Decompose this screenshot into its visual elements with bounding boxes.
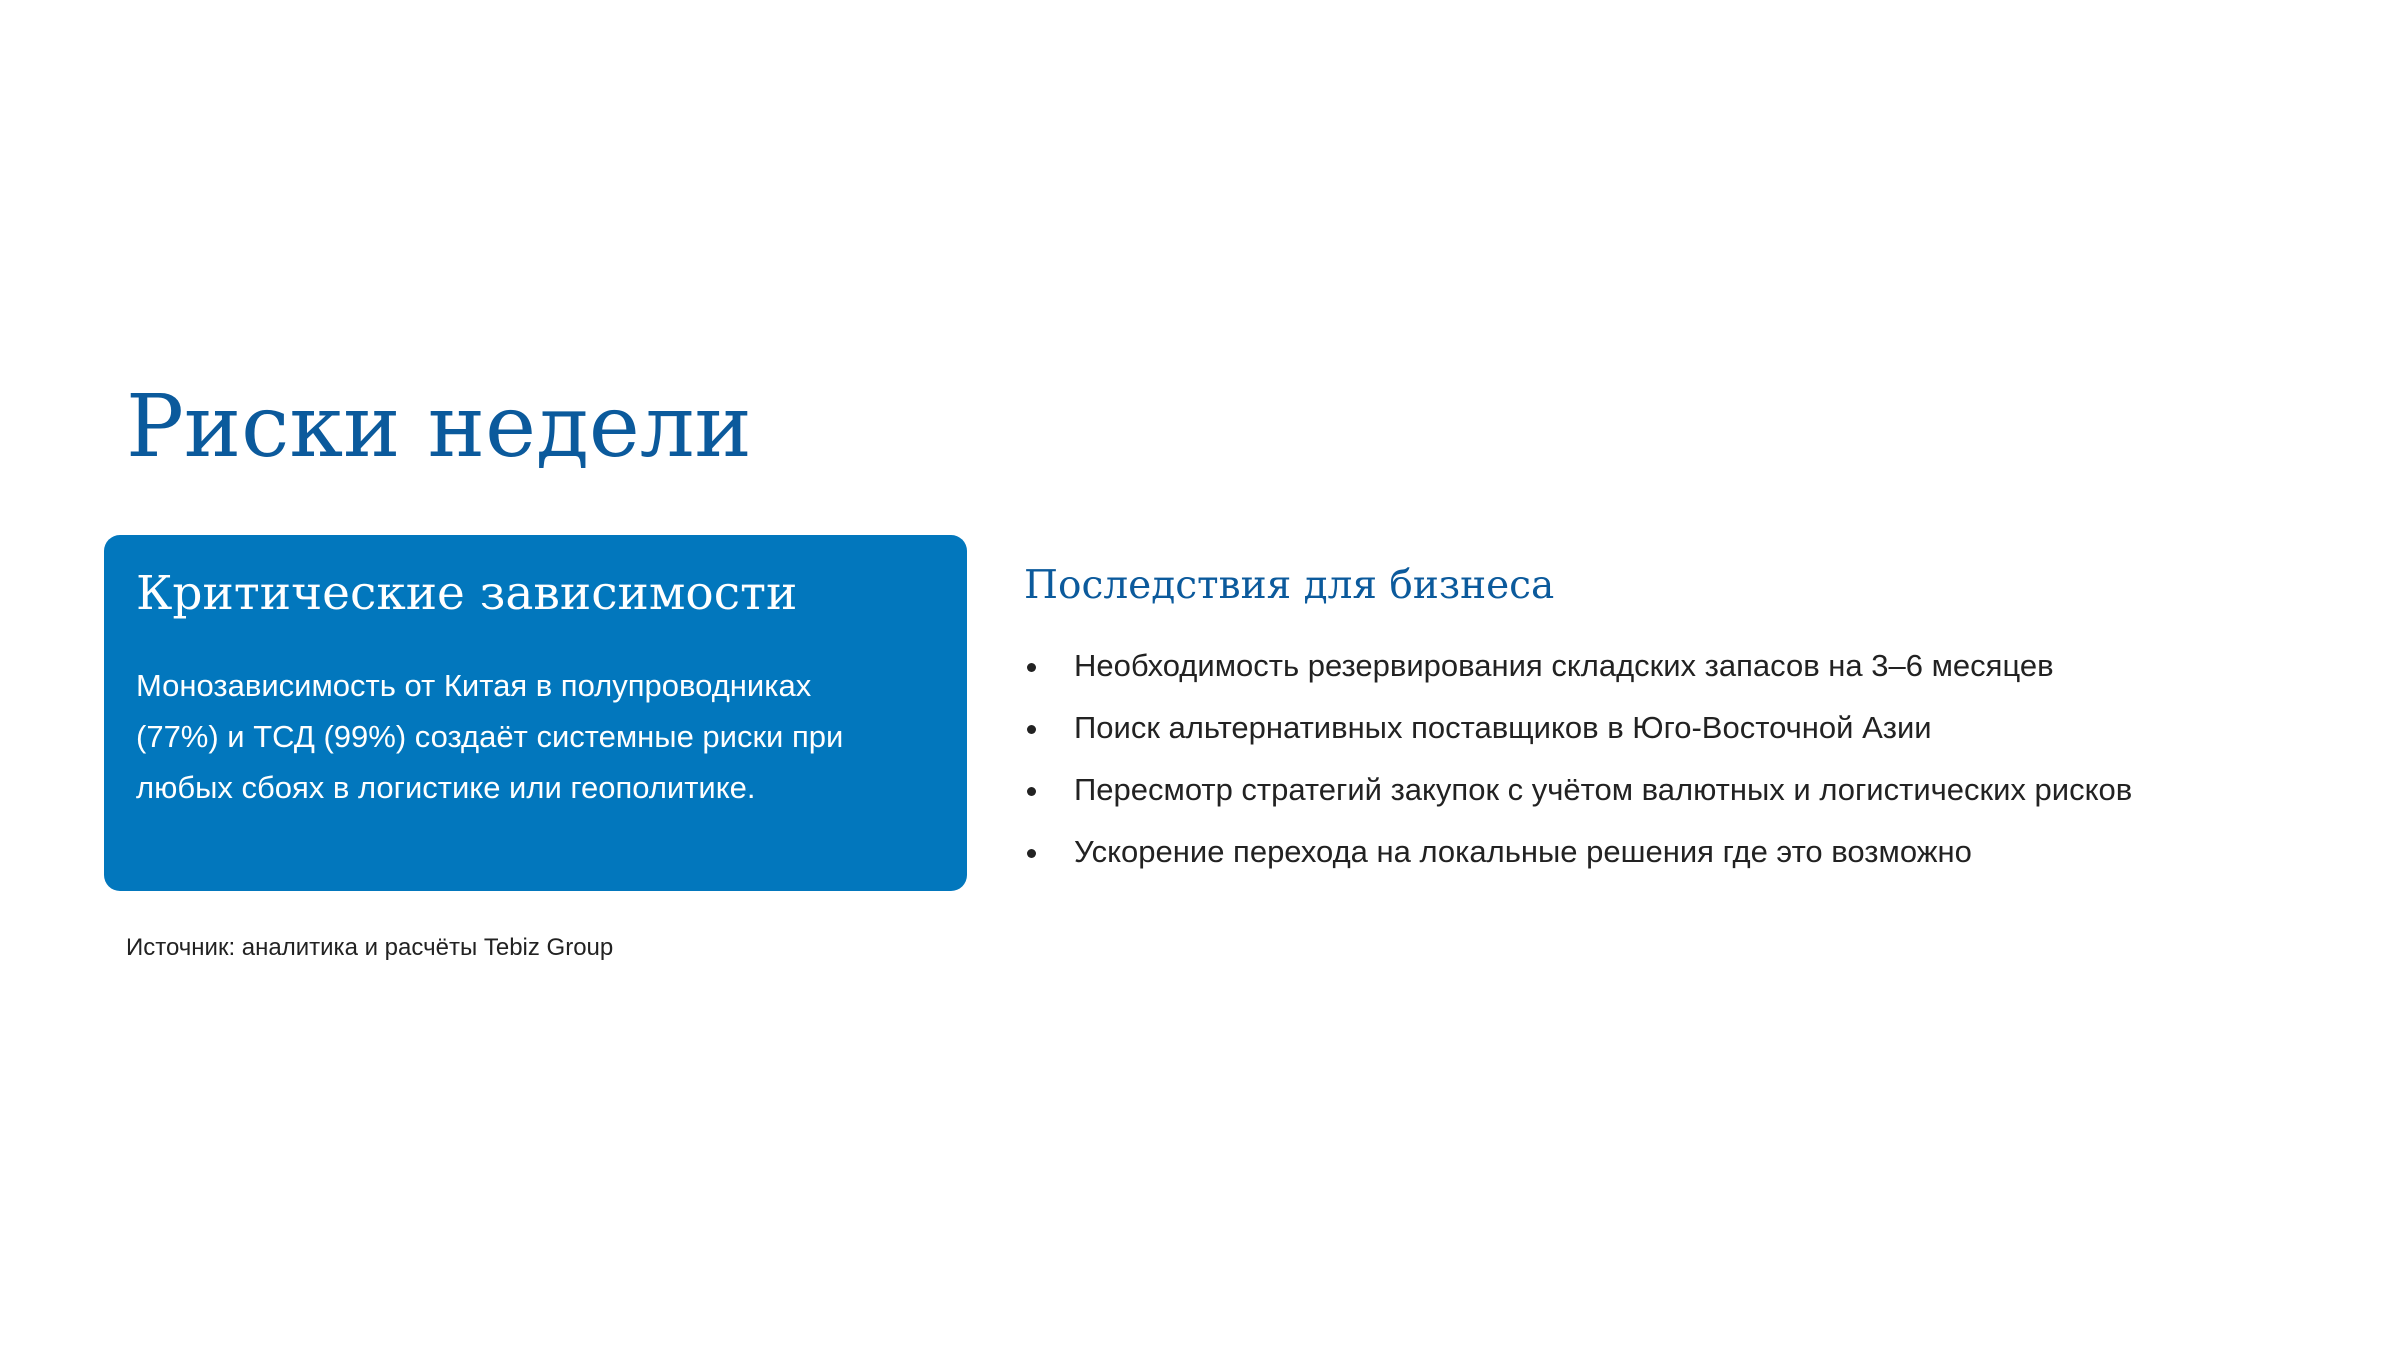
critical-dependencies-card [104, 535, 967, 891]
list-item-text: Поиск альтернативных поставщиков в Юго-Восточной Азии [1074, 709, 1932, 745]
source-note: Источник: аналитика и расчёты Tebiz Group [126, 934, 614, 961]
bullet-icon [1027, 787, 1036, 796]
bullet-icon [1027, 663, 1036, 672]
bullet-icon [1027, 725, 1036, 734]
list-item [1024, 766, 2324, 828]
consequences-list [1024, 642, 2324, 890]
list-item [1024, 642, 2324, 704]
list-item-text: Пересмотр стратегий закупок с учётом валютных и логистических рисков [1074, 771, 2133, 807]
bullet-icon [1027, 849, 1036, 858]
list-item-text: Ускорение перехода на локальные решения где это возможно [1074, 833, 1972, 869]
list-item [1024, 704, 2324, 766]
section-heading: Последствия для бизнеса [1024, 563, 1555, 608]
card-text: Монозависимость от Китая в полупроводниках (77%) и ТСД (99%) создаёт системные риски при любых сбоях в логистике или геополитике. [136, 667, 844, 805]
page-title: Риски недели [126, 377, 752, 477]
card-title: Критические зависимости [136, 566, 798, 621]
list-item [1024, 828, 2324, 890]
business-consequences-section [1024, 563, 2324, 890]
list-item-text: Необходимость резервирования складских запасов на 3–6 месяцев [1074, 647, 2054, 683]
